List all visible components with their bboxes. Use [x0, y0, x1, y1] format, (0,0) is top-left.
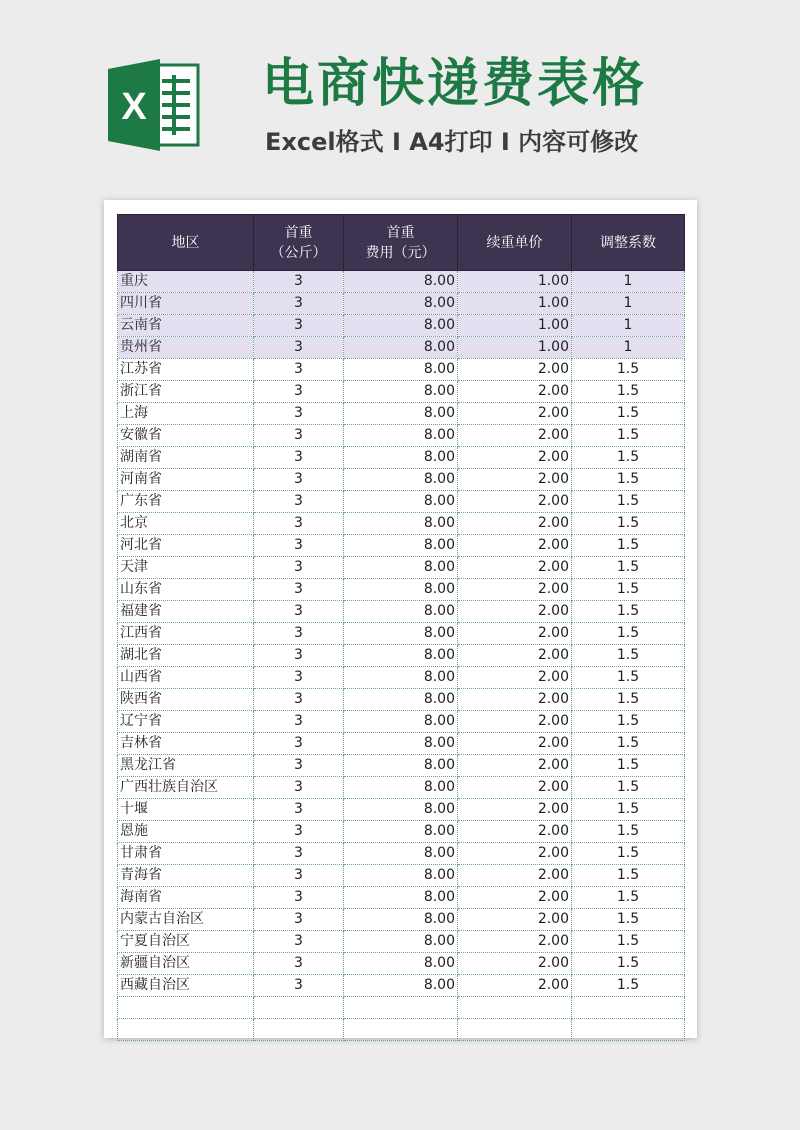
coefficient-cell[interactable]: 1.5 [572, 359, 685, 381]
region-cell[interactable]: 内蒙古自治区 [118, 909, 254, 931]
empty-row [118, 1019, 685, 1041]
coefficient-cell[interactable]: 1.5 [572, 711, 685, 733]
first-fee-cell[interactable]: 8.00 [344, 337, 458, 359]
table-row [118, 777, 685, 799]
first-weight-cell[interactable]: 3 [254, 425, 344, 447]
first-fee-cell[interactable]: 8.00 [344, 645, 458, 667]
unit-price-cell[interactable]: 2.00 [458, 381, 572, 403]
table-row [118, 315, 685, 337]
first-fee-cell[interactable]: 8.00 [344, 777, 458, 799]
region-cell[interactable]: 湖北省 [118, 645, 254, 667]
unit-price-cell[interactable]: 1.00 [458, 293, 572, 315]
table-row [118, 271, 685, 293]
first-fee-cell[interactable]: 8.00 [344, 865, 458, 887]
first-fee-cell[interactable]: 8.00 [344, 447, 458, 469]
table-header-row [118, 215, 685, 271]
region-cell[interactable]: 广东省 [118, 491, 254, 513]
first-weight-cell[interactable]: 3 [254, 733, 344, 755]
first-fee-cell[interactable]: 8.00 [344, 623, 458, 645]
unit-price-cell[interactable]: 2.00 [458, 799, 572, 821]
coefficient-cell[interactable]: 1.5 [572, 799, 685, 821]
page-title: 电商快递费表格 [262, 54, 648, 114]
empty-cell[interactable] [344, 997, 458, 1019]
coefficient-cell[interactable]: 1.5 [572, 909, 685, 931]
header-adjust-coefficient: 调整系数 [572, 215, 685, 271]
empty-cell[interactable] [118, 1019, 254, 1041]
region-cell[interactable]: 上海 [118, 403, 254, 425]
coefficient-cell[interactable]: 1.5 [572, 953, 685, 975]
region-cell[interactable]: 青海省 [118, 865, 254, 887]
first-weight-cell[interactable]: 3 [254, 359, 344, 381]
region-cell[interactable]: 甘肃省 [118, 843, 254, 865]
region-cell[interactable]: 江苏省 [118, 359, 254, 381]
table-row [118, 293, 685, 315]
coefficient-cell[interactable]: 1.5 [572, 821, 685, 843]
first-weight-cell[interactable]: 3 [254, 689, 344, 711]
table-row [118, 667, 685, 689]
empty-cell[interactable] [572, 997, 685, 1019]
unit-price-cell[interactable]: 2.00 [458, 953, 572, 975]
region-cell[interactable]: 恩施 [118, 821, 254, 843]
unit-price-cell[interactable]: 2.00 [458, 469, 572, 491]
table-row [118, 601, 685, 623]
coefficient-cell[interactable]: 1.5 [572, 535, 685, 557]
unit-price-cell[interactable]: 2.00 [458, 887, 572, 909]
unit-price-cell[interactable]: 2.00 [458, 755, 572, 777]
unit-price-cell[interactable]: 2.00 [458, 447, 572, 469]
region-cell[interactable]: 西藏自治区 [118, 975, 254, 997]
table-row [118, 975, 685, 997]
unit-price-cell[interactable]: 2.00 [458, 513, 572, 535]
first-fee-cell[interactable]: 8.00 [344, 821, 458, 843]
unit-price-cell[interactable]: 1.00 [458, 271, 572, 293]
first-fee-cell[interactable]: 8.00 [344, 491, 458, 513]
unit-price-cell[interactable]: 2.00 [458, 579, 572, 601]
table-row [118, 733, 685, 755]
table-row [118, 381, 685, 403]
coefficient-cell[interactable]: 1.5 [572, 843, 685, 865]
unit-price-cell[interactable]: 2.00 [458, 931, 572, 953]
empty-row [118, 997, 685, 1019]
table-row [118, 953, 685, 975]
first-weight-cell[interactable]: 3 [254, 601, 344, 623]
first-fee-cell[interactable]: 8.00 [344, 975, 458, 997]
unit-price-cell[interactable]: 2.00 [458, 711, 572, 733]
table-row [118, 337, 685, 359]
region-cell[interactable]: 黑龙江省 [118, 755, 254, 777]
empty-cell[interactable] [458, 1019, 572, 1041]
table-row [118, 513, 685, 535]
table-row [118, 821, 685, 843]
table-row [118, 887, 685, 909]
table-row [118, 579, 685, 601]
unit-price-cell[interactable]: 2.00 [458, 645, 572, 667]
empty-cell[interactable] [344, 1019, 458, 1041]
coefficient-cell[interactable]: 1.5 [572, 513, 685, 535]
table-row [118, 799, 685, 821]
first-fee-cell[interactable]: 8.00 [344, 513, 458, 535]
first-weight-cell[interactable]: 3 [254, 843, 344, 865]
logo-letter: X [121, 86, 147, 128]
first-fee-cell[interactable]: 8.00 [344, 953, 458, 975]
unit-price-cell[interactable]: 1.00 [458, 337, 572, 359]
table-row [118, 689, 685, 711]
excel-logo-icon [104, 55, 204, 155]
first-fee-cell[interactable]: 8.00 [344, 271, 458, 293]
coefficient-cell[interactable]: 1.5 [572, 557, 685, 579]
coefficient-cell[interactable]: 1.5 [572, 689, 685, 711]
unit-price-cell[interactable]: 2.00 [458, 535, 572, 557]
first-fee-cell[interactable]: 8.00 [344, 755, 458, 777]
table-row [118, 491, 685, 513]
table-row [118, 403, 685, 425]
first-fee-cell[interactable]: 8.00 [344, 535, 458, 557]
table-row [118, 909, 685, 931]
coefficient-cell[interactable]: 1.5 [572, 887, 685, 909]
empty-cell[interactable] [458, 997, 572, 1019]
first-weight-cell[interactable]: 3 [254, 909, 344, 931]
coefficient-cell[interactable]: 1.5 [572, 645, 685, 667]
page-subtitle: Excel格式 I A4打印 I 内容可修改 [265, 128, 639, 156]
unit-price-cell[interactable]: 1.00 [458, 315, 572, 337]
first-weight-cell[interactable]: 3 [254, 403, 344, 425]
first-fee-cell[interactable]: 8.00 [344, 359, 458, 381]
shipping-fee-table [117, 214, 685, 1041]
unit-price-cell[interactable]: 2.00 [458, 667, 572, 689]
region-cell[interactable]: 江西省 [118, 623, 254, 645]
region-cell[interactable]: 宁夏自治区 [118, 931, 254, 953]
coefficient-cell[interactable]: 1.5 [572, 425, 685, 447]
first-weight-cell[interactable]: 3 [254, 799, 344, 821]
first-fee-cell[interactable]: 8.00 [344, 381, 458, 403]
region-cell[interactable]: 陕西省 [118, 689, 254, 711]
table-row [118, 469, 685, 491]
region-cell[interactable]: 北京 [118, 513, 254, 535]
unit-price-cell[interactable]: 2.00 [458, 975, 572, 997]
unit-price-cell[interactable]: 2.00 [458, 557, 572, 579]
header-first-fee: 首重 费用（元） [344, 215, 458, 271]
coefficient-cell[interactable]: 1.5 [572, 755, 685, 777]
unit-price-cell[interactable]: 2.00 [458, 623, 572, 645]
first-weight-cell[interactable]: 3 [254, 623, 344, 645]
document-header [0, 0, 800, 190]
first-weight-cell[interactable]: 3 [254, 887, 344, 909]
unit-price-cell[interactable]: 2.00 [458, 777, 572, 799]
unit-price-cell[interactable]: 2.00 [458, 601, 572, 623]
table-row [118, 931, 685, 953]
coefficient-cell[interactable]: 1.5 [572, 931, 685, 953]
first-fee-cell[interactable]: 8.00 [344, 689, 458, 711]
table-row [118, 843, 685, 865]
first-fee-cell[interactable]: 8.00 [344, 931, 458, 953]
unit-price-cell[interactable]: 2.00 [458, 733, 572, 755]
coefficient-cell[interactable]: 1 [572, 315, 685, 337]
region-cell[interactable]: 海南省 [118, 887, 254, 909]
coefficient-cell[interactable]: 1.5 [572, 601, 685, 623]
unit-price-cell[interactable]: 2.00 [458, 359, 572, 381]
table-row [118, 557, 685, 579]
first-weight-cell[interactable]: 3 [254, 931, 344, 953]
coefficient-cell[interactable]: 1.5 [572, 491, 685, 513]
region-cell[interactable]: 贵州省 [118, 337, 254, 359]
region-cell[interactable]: 河北省 [118, 535, 254, 557]
first-weight-cell[interactable]: 3 [254, 513, 344, 535]
coefficient-cell[interactable]: 1.5 [572, 403, 685, 425]
first-fee-cell[interactable]: 8.00 [344, 711, 458, 733]
region-cell[interactable]: 新疆自治区 [118, 953, 254, 975]
coefficient-cell[interactable]: 1.5 [572, 579, 685, 601]
header-extra-unit-price: 续重单价 [458, 215, 572, 271]
region-cell[interactable]: 重庆 [118, 271, 254, 293]
first-fee-cell[interactable]: 8.00 [344, 425, 458, 447]
coefficient-cell[interactable]: 1.5 [572, 975, 685, 997]
table-row [118, 865, 685, 887]
region-cell[interactable]: 河南省 [118, 469, 254, 491]
first-weight-cell[interactable]: 3 [254, 711, 344, 733]
first-fee-cell[interactable]: 8.00 [344, 315, 458, 337]
first-weight-cell[interactable]: 3 [254, 865, 344, 887]
first-fee-cell[interactable]: 8.00 [344, 403, 458, 425]
unit-price-cell[interactable]: 2.00 [458, 843, 572, 865]
first-fee-cell[interactable]: 8.00 [344, 557, 458, 579]
first-fee-cell[interactable]: 8.00 [344, 843, 458, 865]
unit-price-cell[interactable]: 2.00 [458, 909, 572, 931]
coefficient-cell[interactable]: 1.5 [572, 777, 685, 799]
coefficient-cell[interactable]: 1 [572, 293, 685, 315]
first-fee-cell[interactable]: 8.00 [344, 909, 458, 931]
coefficient-cell[interactable]: 1.5 [572, 865, 685, 887]
first-fee-cell[interactable]: 8.00 [344, 733, 458, 755]
unit-price-cell[interactable]: 2.00 [458, 425, 572, 447]
first-weight-cell[interactable]: 3 [254, 821, 344, 843]
first-weight-cell[interactable]: 3 [254, 667, 344, 689]
unit-price-cell[interactable]: 2.00 [458, 865, 572, 887]
first-weight-cell[interactable]: 3 [254, 535, 344, 557]
coefficient-cell[interactable]: 1 [572, 337, 685, 359]
empty-cell[interactable] [254, 997, 344, 1019]
first-fee-cell[interactable]: 8.00 [344, 579, 458, 601]
first-weight-cell[interactable]: 3 [254, 293, 344, 315]
first-fee-cell[interactable]: 8.00 [344, 799, 458, 821]
table-row [118, 711, 685, 733]
first-weight-cell[interactable]: 3 [254, 469, 344, 491]
first-fee-cell[interactable]: 8.00 [344, 667, 458, 689]
first-weight-cell[interactable]: 3 [254, 755, 344, 777]
header-region: 地区 [118, 215, 254, 271]
table-row [118, 359, 685, 381]
unit-price-cell[interactable]: 2.00 [458, 403, 572, 425]
table-row [118, 535, 685, 557]
unit-price-cell[interactable]: 2.00 [458, 689, 572, 711]
first-weight-cell[interactable]: 3 [254, 579, 344, 601]
first-weight-cell[interactable]: 3 [254, 447, 344, 469]
first-weight-cell[interactable]: 3 [254, 337, 344, 359]
region-cell[interactable]: 安徽省 [118, 425, 254, 447]
region-cell[interactable]: 广西壮族自治区 [118, 777, 254, 799]
first-fee-cell[interactable]: 8.00 [344, 469, 458, 491]
region-cell[interactable]: 十堰 [118, 799, 254, 821]
region-cell[interactable]: 福建省 [118, 601, 254, 623]
coefficient-cell[interactable]: 1 [572, 271, 685, 293]
first-weight-cell[interactable]: 3 [254, 315, 344, 337]
coefficient-cell[interactable]: 1.5 [572, 447, 685, 469]
first-weight-cell[interactable]: 3 [254, 491, 344, 513]
first-weight-cell[interactable]: 3 [254, 975, 344, 997]
region-cell[interactable]: 四川省 [118, 293, 254, 315]
region-cell[interactable]: 湖南省 [118, 447, 254, 469]
first-weight-cell[interactable]: 3 [254, 777, 344, 799]
empty-cell[interactable] [572, 1019, 685, 1041]
coefficient-cell[interactable]: 1.5 [572, 733, 685, 755]
region-cell[interactable]: 山东省 [118, 579, 254, 601]
region-cell[interactable]: 吉林省 [118, 733, 254, 755]
unit-price-cell[interactable]: 2.00 [458, 821, 572, 843]
first-weight-cell[interactable]: 3 [254, 271, 344, 293]
coefficient-cell[interactable]: 1.5 [572, 469, 685, 491]
table-row [118, 645, 685, 667]
table-row [118, 623, 685, 645]
table-row [118, 755, 685, 777]
first-weight-cell[interactable]: 3 [254, 645, 344, 667]
first-weight-cell[interactable]: 3 [254, 953, 344, 975]
coefficient-cell[interactable]: 1.5 [572, 381, 685, 403]
empty-cell[interactable] [118, 997, 254, 1019]
table-row [118, 425, 685, 447]
region-cell[interactable]: 云南省 [118, 315, 254, 337]
first-weight-cell[interactable]: 3 [254, 381, 344, 403]
region-cell[interactable]: 天津 [118, 557, 254, 579]
region-cell[interactable]: 浙江省 [118, 381, 254, 403]
header-first-weight: 首重 （公斤） [254, 215, 344, 271]
coefficient-cell[interactable]: 1.5 [572, 667, 685, 689]
unit-price-cell[interactable]: 2.00 [458, 491, 572, 513]
first-fee-cell[interactable]: 8.00 [344, 887, 458, 909]
first-weight-cell[interactable]: 3 [254, 557, 344, 579]
first-fee-cell[interactable]: 8.00 [344, 293, 458, 315]
region-cell[interactable]: 山西省 [118, 667, 254, 689]
empty-cell[interactable] [254, 1019, 344, 1041]
coefficient-cell[interactable]: 1.5 [572, 623, 685, 645]
region-cell[interactable]: 辽宁省 [118, 711, 254, 733]
spreadsheet-page [104, 200, 697, 1038]
table-row [118, 447, 685, 469]
first-fee-cell[interactable]: 8.00 [344, 601, 458, 623]
